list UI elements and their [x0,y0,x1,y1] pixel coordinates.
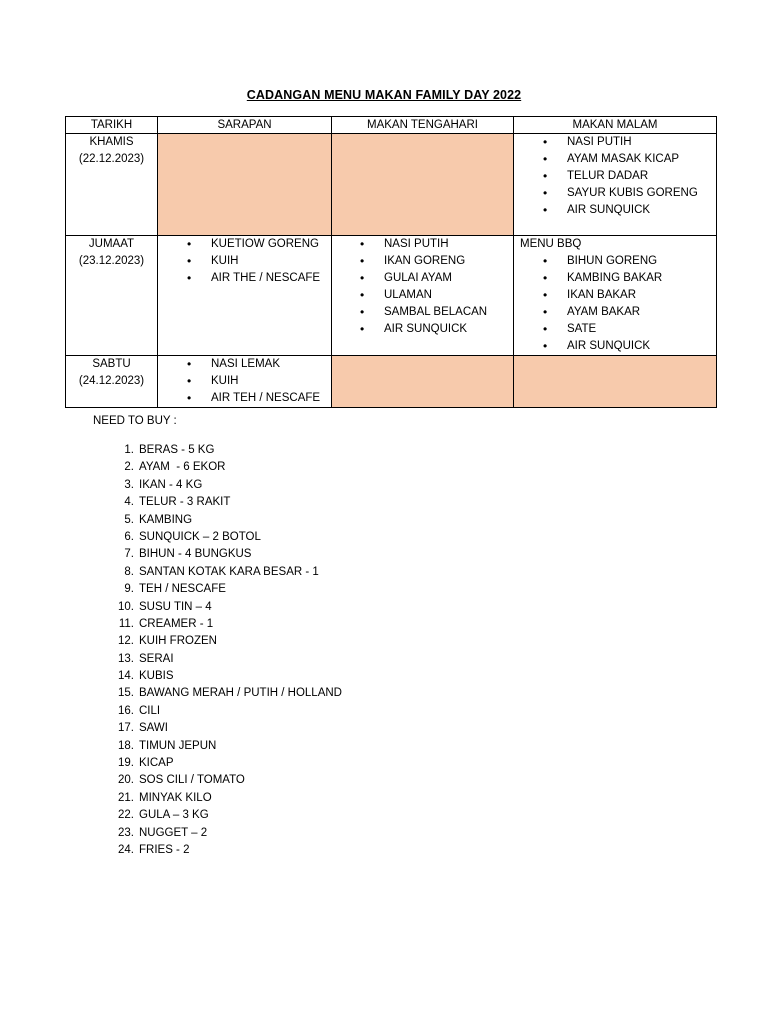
list-item: • GULAI AYAM [332,270,513,287]
list-item: • NASI PUTIH [514,134,716,151]
item-text: BIHUN - 4 BUNGKUS [139,548,252,561]
list-item: • AIR SUNQUICK [332,321,513,338]
item-number: 19. [118,757,134,770]
item-number: 9. [124,583,134,596]
item-text: SANTAN KOTAK KARA BESAR - 1 [139,565,319,578]
header-sarapan: SARAPAN [158,117,332,134]
list-item: • AYAM BAKAR [514,304,716,321]
item-text: KICAP [139,757,174,770]
item-text: SUNQUICK – 2 BOTOL [139,530,261,543]
malam-cell [514,236,717,356]
list-item: • NASI PUTIH [332,236,513,253]
list-item: • AYAM MASAK KICAP [514,151,716,168]
empty-cell-malam [514,356,717,408]
list-item: • NASI LEMAK [158,356,331,373]
item-text: KUIH FROZEN [139,635,217,648]
item-text: BERAS - 5 KG [139,444,215,456]
list-item: • IKAN BAKAR [514,287,716,304]
item-text: GULA – 3 KG [139,809,209,822]
item-number: 4. [124,496,134,509]
date-cell [66,356,158,408]
item-number: 1. [124,444,134,456]
item-text: BAWANG MERAH / PUTIH / HOLLAND [139,687,342,700]
item-number: 21. [118,791,134,804]
date-label: (22.12.2023) [78,153,145,165]
list-item: • TELUR DADAR [514,168,716,185]
item-text: TIMUN JEPUN [139,739,217,752]
item-text: KUBIS [139,670,174,683]
item-text: CILI [139,704,161,717]
item-text: MINYAK KILO [139,791,212,804]
empty-cell-tengahari [332,356,514,408]
list-item: • SATE [514,321,716,338]
list-item: • AIR TEH / NESCAFE [158,390,331,407]
item-number: 15. [118,687,134,700]
table-header-row [66,117,717,134]
empty-cell-tengahari [332,134,514,236]
item-number: 5. [124,513,134,526]
sarapan-cell [158,236,332,356]
sarapan-cell [158,356,332,408]
item-number: 6. [124,530,134,543]
list-item: • BIHUN GORENG [514,253,716,270]
list-item: • AIR SUNQUICK [514,338,716,355]
header-tarikh: TARIKH [66,117,158,134]
date-cell [66,236,158,356]
item-text: SUSU TIN – 4 [139,600,212,613]
item-text: NUGGET – 2 [139,826,208,839]
list-item: • ULAMAN [332,287,513,304]
item-text: KAMBING [139,513,193,526]
date-label: (23.12.2023) [78,255,145,267]
item-number: 10. [118,600,134,613]
list-item: • SAYUR KUBIS GORENG [514,185,716,202]
sarapan-list [158,236,331,287]
header-makan-tengahari: MAKAN TENGAHARI [332,117,514,134]
list-item: • KUIH [158,253,331,270]
list-item: • AIR SUNQUICK [514,202,716,219]
item-number: 24. [118,843,134,856]
item-number: 16. [118,704,134,717]
item-number: 22. [118,809,134,822]
item-number: 18. [118,739,134,752]
sarapan-list [158,356,331,407]
list-item: • IKAN GORENG [332,253,513,270]
date-label: (24.12.2023) [78,375,145,387]
list-item: • SAMBAL BELACAN [332,304,513,321]
list-item: • KUIH [158,373,331,390]
item-number: 8. [124,565,134,578]
item-text: TELUR - 3 RAKIT [139,496,231,509]
item-number: 20. [118,774,134,787]
item-text: SOS CILI / TOMATO [139,774,245,787]
item-text: SAWI [139,722,168,735]
item-number: 17. [118,722,134,735]
item-text: SERAI [139,652,174,665]
item-text: CREAMER - 1 [139,617,214,630]
empty-cell-sarapan [158,134,332,236]
need-to-buy-heading: NEED TO BUY : [93,415,177,427]
menu-bbq-heading: MENU BBQ [520,238,582,250]
day-label: KHAMIS [89,136,134,148]
item-number: 23. [118,826,134,839]
list-item: • KAMBING BAKAR [514,270,716,287]
table-row-jumaat [66,236,717,356]
malam-list [514,253,716,355]
item-number: 12. [118,635,134,648]
day-label: JUMAAT [88,238,135,250]
item-number: 2. [124,461,134,474]
item-text: FRIES - 2 [139,843,190,856]
tengahari-list [332,236,513,338]
item-number: 7. [124,548,134,561]
item-text: AYAM - 6 EKOR [139,461,226,474]
item-number: 11. [118,617,134,630]
malam-cell [514,134,717,236]
malam-list [514,134,716,219]
menu-table [65,116,717,408]
item-number: 3. [124,478,134,491]
table-row-sabtu [66,356,717,408]
list-item: • KUETIOW GORENG [158,236,331,253]
day-label: SABTU [92,358,131,370]
item-number: 14. [118,670,134,683]
item-number: 13. [118,652,134,665]
header-makan-malam: MAKAN MALAM [514,117,717,134]
table-row-khamis [66,134,717,236]
tengahari-cell [332,236,514,356]
list-item: • AIR THE / NESCAFE [158,270,331,287]
date-cell [66,134,158,236]
item-text: IKAN - 4 KG [139,478,203,491]
item-text: TEH / NESCAFE [139,583,226,596]
document-title: CADANGAN MENU MAKAN FAMILY DAY 2022 [246,88,522,102]
